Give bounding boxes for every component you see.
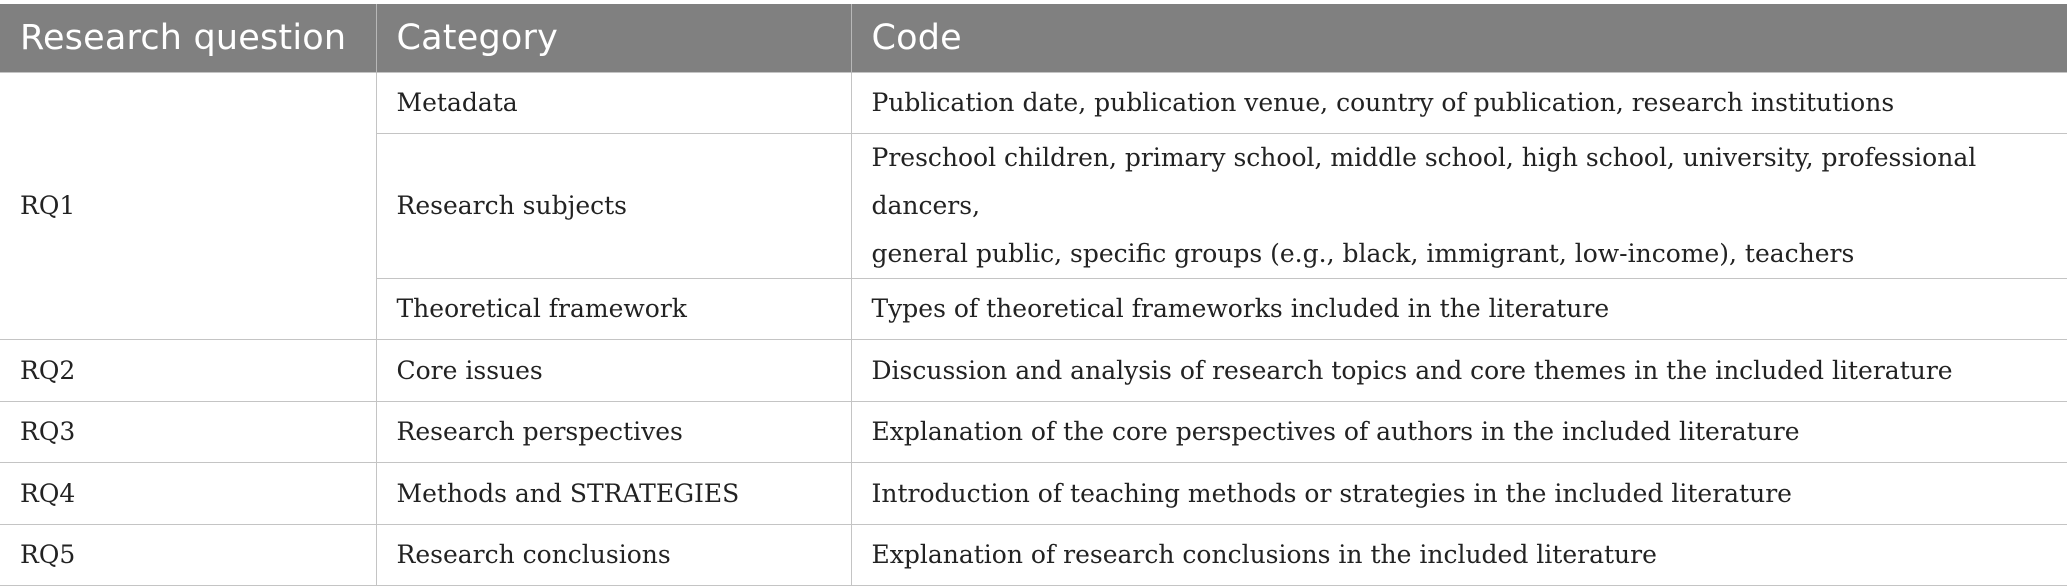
code-line: Preschool children, primary school, middle school, high school, university, professional dancers, xyxy=(871,142,1977,220)
coding-table-container xyxy=(0,4,2067,586)
code-cell: Explanation of the core perspectives of authors in the included literature xyxy=(851,401,2067,462)
research-question-cell: RQ5 xyxy=(0,524,376,585)
header-category: Category xyxy=(376,4,851,72)
category-cell: Research conclusions xyxy=(376,524,851,585)
research-question-cell: RQ1 xyxy=(0,72,376,339)
table-row xyxy=(0,401,2067,462)
research-question-cell: RQ2 xyxy=(0,339,376,401)
table-body xyxy=(0,72,2067,585)
code-cell: Explanation of research conclusions in the included literature xyxy=(851,524,2067,585)
code-line: general public, specific groups (e.g., black, immigrant, low-income), teachers xyxy=(871,238,1855,268)
table-row xyxy=(0,524,2067,585)
category-cell: Metadata xyxy=(376,72,851,133)
header-row xyxy=(0,4,2067,72)
table-row xyxy=(0,72,2067,133)
category-cell: Methods and STRATEGIES xyxy=(376,462,851,524)
code-cell: Publication date, publication venue, country of publication, research institutions xyxy=(851,72,2067,133)
category-cell: Theoretical framework xyxy=(376,278,851,339)
coding-scheme-table xyxy=(0,4,2067,586)
code-cell: Types of theoretical frameworks included in the literature xyxy=(851,278,2067,339)
category-cell: Research subjects xyxy=(376,133,851,278)
category-cell: Research perspectives xyxy=(376,401,851,462)
category-cell: Core issues xyxy=(376,339,851,401)
code-cell xyxy=(851,133,2067,278)
research-question-cell: RQ3 xyxy=(0,401,376,462)
code-cell: Discussion and analysis of research topics and core themes in the included literature xyxy=(851,339,2067,401)
research-question-cell: RQ4 xyxy=(0,462,376,524)
header-research-question: Research question xyxy=(0,4,376,72)
table-row xyxy=(0,339,2067,401)
table-header xyxy=(0,4,2067,72)
table-row xyxy=(0,462,2067,524)
header-code: Code xyxy=(851,4,2067,72)
code-cell: Introduction of teaching methods or strategies in the included literature xyxy=(851,462,2067,524)
